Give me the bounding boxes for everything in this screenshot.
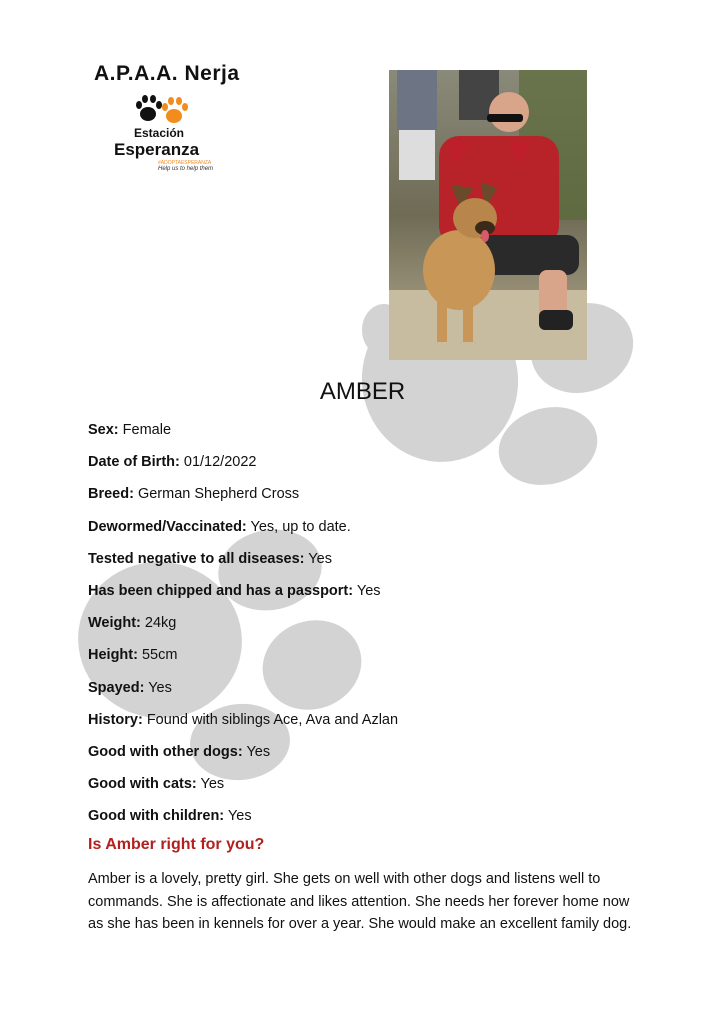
facts-list bbox=[88, 420, 648, 838]
logo-hashtag: #ADOPTAESPERANZA bbox=[158, 160, 212, 166]
fact-good-with-dogs: Good with other dogs: Yes bbox=[88, 743, 271, 760]
fact-good-with-children: Good with children: Yes bbox=[88, 808, 252, 825]
description-paragraph: Amber is a lovely, pretty girl. She gets on well with other dogs and listens well to commands. She is affectionate and likes attention. She needs her forever home now as she has been in kennels for over a year. She would make an excellent family dog. bbox=[88, 871, 632, 933]
fact-history: History: Found with siblings Ace, Ava and Azlan bbox=[88, 711, 399, 728]
fact-date-of-birth: Date of Birth: 01/12/2022 bbox=[88, 454, 257, 471]
fact-good-with-cats: Good with cats: Yes bbox=[88, 776, 225, 793]
paw-logo-icon bbox=[134, 94, 192, 126]
fact-spayed: Spayed: Yes bbox=[88, 679, 172, 696]
fact-tested-negative: Tested negative to all diseases: Yes bbox=[88, 550, 332, 567]
fact-height: Height: 55cm bbox=[88, 647, 178, 664]
section-heading: Is Amber right for you? bbox=[88, 836, 265, 853]
logo-title: A.P.A.A. Nerja bbox=[94, 62, 240, 85]
dog-name-title: AMBER bbox=[319, 378, 406, 405]
logo-subtitle: Estación bbox=[134, 126, 185, 140]
fact-dewormed-vaccinated: Dewormed/Vaccinated: Yes, up to date. bbox=[88, 518, 351, 535]
logo-tagline: Help us to help them bbox=[158, 166, 214, 172]
fact-weight: Weight: 24kg bbox=[88, 615, 177, 632]
organization-logo bbox=[88, 62, 238, 180]
fact-sex: Sex: Female bbox=[88, 422, 172, 438]
fact-chipped-passport: Has been chipped and has a passport: Yes bbox=[88, 582, 381, 599]
dog-photo bbox=[389, 70, 587, 360]
fact-breed: Breed: German Shepherd Cross bbox=[88, 486, 300, 503]
logo-name: Esperanza bbox=[114, 140, 200, 159]
